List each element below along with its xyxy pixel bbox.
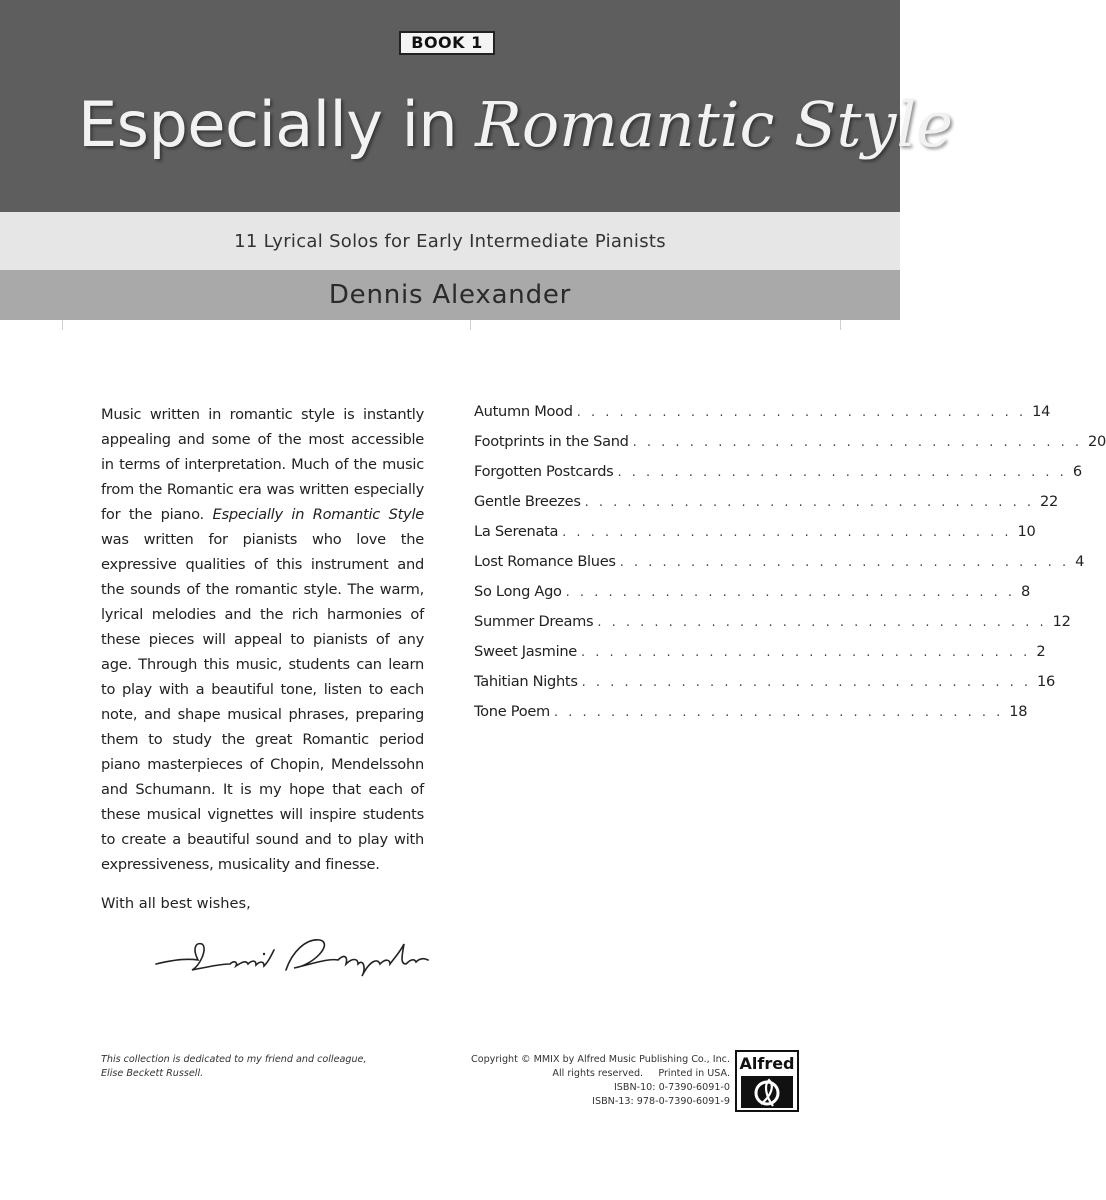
toc-leader-dots: . . . . . . . . . . . . . . . . . . . . . . . . . . . . . . . . bbox=[553, 705, 1004, 720]
toc-page-number: 16 bbox=[1037, 673, 1055, 690]
toc-page-number: 14 bbox=[1032, 403, 1051, 420]
toc-entry bbox=[474, 613, 1071, 643]
toc-title: La Serenata bbox=[474, 523, 559, 540]
title-plain: Especially in bbox=[78, 88, 458, 161]
toc-entry bbox=[474, 433, 1106, 463]
toc-leader-dots: . . . . . . . . . . . . . . . . . . . . . . . . . . . . . . . . bbox=[632, 435, 1082, 450]
intro-text-start: Music written in romantic style is instantly appealing and some of the most accessible in terms of interpretation. Much of the music from the Romantic era was written especially for the piano. bbox=[101, 406, 424, 523]
toc-title: So Long Ago bbox=[474, 583, 562, 600]
toc-page-number: 6 bbox=[1072, 463, 1082, 480]
isbn-10: ISBN-10: 0-7390-6091-0 bbox=[613, 1082, 730, 1093]
divider-tick bbox=[62, 320, 63, 330]
toc-leader-dots: . . . . . . . . . . . . . . . . . . . . . . . . . . . . . . . . bbox=[597, 615, 1047, 630]
subtitle: 11 Lyrical Solos for Early Intermediate Pianists bbox=[234, 231, 666, 252]
toc-page-number: 2 bbox=[1036, 643, 1046, 660]
book-title bbox=[78, 88, 953, 198]
dedication-line: Elise Beckett Russell. bbox=[101, 1068, 204, 1079]
toc-leader-dots: . . . . . . . . . . . . . . . . . . . . . . . . . . . . . . . . bbox=[580, 645, 1031, 660]
toc-title: Footprints in the Sand bbox=[474, 433, 629, 450]
copyright-line: Copyright © MMIX by Alfred Music Publishing Co., Inc. bbox=[471, 1054, 730, 1065]
toc-page-number: 4 bbox=[1075, 553, 1085, 570]
toc-leader-dots: . . . . . . . . . . . . . . . . . . . . . . . . . . . . . . . . bbox=[576, 405, 1027, 420]
intro-book-title: Especially in Romantic Style bbox=[212, 506, 424, 523]
closing-line: With all best wishes, bbox=[101, 895, 251, 912]
treble-clef-icon bbox=[741, 1076, 793, 1108]
toc-entry bbox=[474, 583, 1031, 613]
book-badge: BOOK 1 bbox=[399, 31, 495, 55]
toc-page-number: 10 bbox=[1017, 523, 1036, 540]
toc-entry bbox=[474, 403, 1051, 433]
toc-title: Tahitian Nights bbox=[474, 673, 578, 690]
toc-entry bbox=[474, 523, 1036, 553]
toc-leader-dots: . . . . . . . . . . . . . . . . . . . . . . . . . . . . . . . . bbox=[565, 585, 1016, 600]
toc-title: Tone Poem bbox=[474, 703, 550, 720]
intro-paragraph bbox=[101, 402, 424, 877]
title-script: Romantic Style bbox=[475, 88, 953, 161]
toc-leader-dots: . . . . . . . . . . . . . . . . . . . . . . . . . . . . . . . . bbox=[584, 495, 1034, 510]
dedication bbox=[101, 1053, 421, 1081]
toc-entry bbox=[474, 673, 1055, 703]
publisher-logo bbox=[735, 1050, 799, 1112]
toc-entry bbox=[474, 493, 1058, 523]
toc-page-number: 8 bbox=[1021, 583, 1031, 600]
author-name: Dennis Alexander bbox=[328, 280, 572, 310]
toc-leader-dots: . . . . . . . . . . . . . . . . . . . . . . . . . . . . . . . . bbox=[617, 465, 1067, 480]
toc-title: Sweet Jasmine bbox=[474, 643, 577, 660]
toc-page-number: 22 bbox=[1039, 493, 1058, 510]
toc-entry bbox=[474, 703, 1028, 733]
toc-entry bbox=[474, 643, 1046, 673]
toc-page-number: 12 bbox=[1052, 613, 1071, 630]
toc-title: Forgotten Postcards bbox=[474, 463, 614, 480]
table-of-contents bbox=[474, 403, 1106, 733]
toc-title: Autumn Mood bbox=[474, 403, 573, 420]
dedication-line: This collection is dedicated to my friend and colleague, bbox=[101, 1054, 367, 1065]
logo-text: Alfred bbox=[739, 1054, 795, 1073]
toc-leader-dots: . . . . . . . . . . . . . . . . . . . . . . . . . . . . . . . . bbox=[581, 675, 1032, 690]
toc-title: Gentle Breezes bbox=[474, 493, 581, 510]
intro-text-end: was written for pianists who love the expressive qualities of this instrument and the sounds of the romantic style. The warm, lyrical melodies and the rich harmonies of these pieces will appeal to pianists of any age. Through this music, students can learn to play with a beautiful tone, listen to each note, and shape musical phrases, preparing them to study the great Romantic period piano masterpieces of Chopin, Mendelssohn and Schumann. It is my hope that each of these musical vignettes will inspire students to create a beautiful sound and to play with expressiveness, musicality and finesse. bbox=[101, 531, 424, 873]
divider-tick bbox=[470, 320, 471, 330]
toc-title: Summer Dreams bbox=[474, 613, 594, 630]
toc-leader-dots: . . . . . . . . . . . . . . . . . . . . . . . . . . . . . . . . bbox=[619, 555, 1070, 570]
isbn-13: ISBN-13: 978-0-7390-6091-9 bbox=[592, 1096, 730, 1107]
toc-entry bbox=[474, 553, 1085, 583]
toc-page-number: 18 bbox=[1009, 703, 1028, 720]
copyright-block bbox=[400, 1053, 730, 1109]
toc-title: Lost Romance Blues bbox=[474, 553, 616, 570]
divider-tick bbox=[840, 320, 841, 330]
signature bbox=[152, 930, 432, 982]
toc-entry bbox=[474, 463, 1082, 493]
toc-leader-dots: . . . . . . . . . . . . . . . . . . . . . . . . . . . . . . . . bbox=[562, 525, 1012, 540]
toc-page-number: 20 bbox=[1087, 433, 1106, 450]
copyright-line: All rights reserved. Printed in USA. bbox=[552, 1068, 730, 1079]
